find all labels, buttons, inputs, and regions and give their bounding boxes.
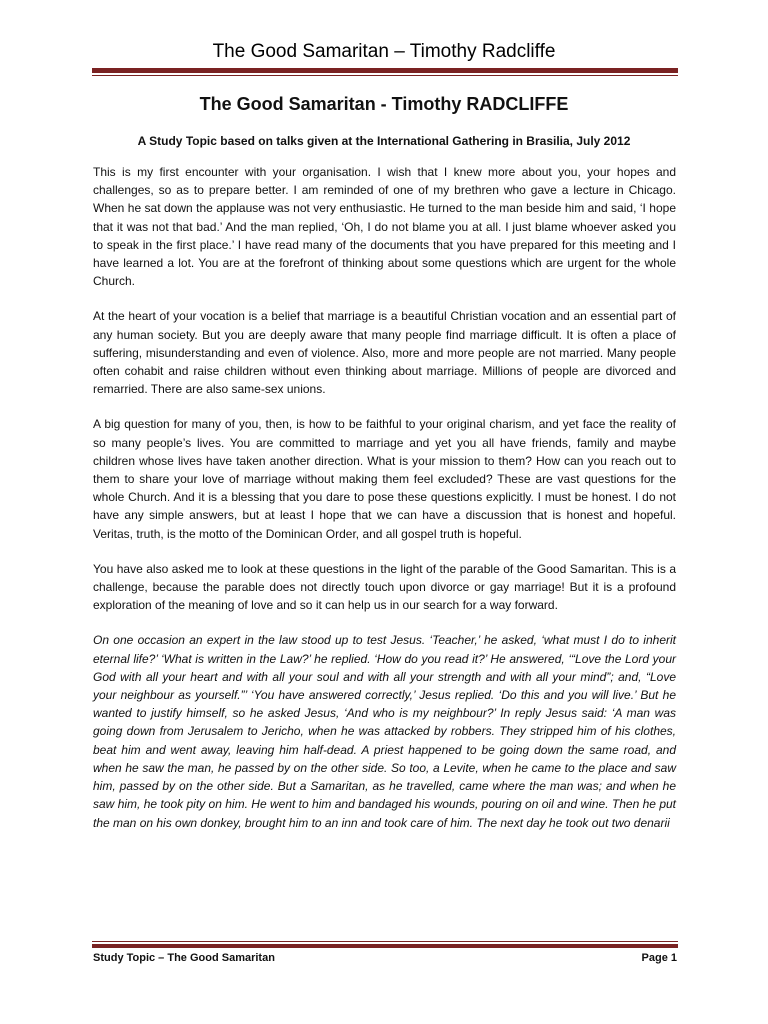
- paragraph-3: A big question for many of you, then, is how to be faithful to your original charism, and yet face the reality of so many people’s lives. You are committed to marriage and yet you all have friends, family and maybe children whose lives have taken another direction. What is your mission to them? How can you reach out to them to share your love of marriage without making them feel excluded? These are vast questions for the whole Church. And it is a blessing that you dare to pose these questions explicitly. I must be honest. I do not have any simple answers, but at least I hope that we can have a discussion that is honest and hopeful. Veritas, truth, is the motto of the Dominican Order, and all gospel truth is hopeful.: [93, 417, 676, 541]
- paragraph-2: At the heart of your vocation is a belief that marriage is a beautiful Christian vocation and an essential part of any human society. But you are deeply aware that many people find marriage difficult. It is often a place of suffering, misunderstanding and even of violence. Also, more and more people are not married. Many people often cohabit and raise children without even thinking about marriage. Millions of people are divorced and remarried. There are also same-sex unions.: [93, 309, 676, 397]
- footer-left: Study Topic – The Good Samaritan: [93, 952, 275, 964]
- paragraph-1: This is my first encounter with your organisation. I wish that I knew more about you, your hopes and challenges, so as to prepare better. I am reminded of one of my brethren who gave a lecture in Chicago. When he sat down the applause was not very enthusiastic. He turned to the man beside him and said, ‘I hope that it was not that bad.’ And the man replied, ‘Oh, I do not blame you at all. I just blame whoever asked you to speak in the first place.’ I have read many of the documents that you have prepared for this meeting and I have learned a lot. You are at the forefront of thinking about some questions which are urgent for the whole Church.: [93, 165, 676, 289]
- document-title: The Good Samaritan - Timothy RADCLIFFE: [199, 94, 569, 114]
- footer-rule: [92, 944, 678, 948]
- footer-rule-thin: [92, 941, 678, 942]
- scripture-passage: On one occasion an expert in the law stood up to test Jesus. ‘Teacher,’ he asked, ‘what must I do to inherit eternal life?’ ‘What is written in the Law?’ he replied. ‘How do you read it?’ He answered, ‘“Love the Lord your God with all your heart and with all your soul and with all your strength and with all your mind”; and, “Love your neighbour as yourself.”’ ‘You have answered correctly,’ Jesus replied. ‘Do this and you will live.’ But he wanted to justify himself, so he asked Jesus, ‘And who is my neighbour?’ In reply Jesus said: ‘A man was going down from Jerusalem to Jericho, when he was attacked by robbers. They stripped him of his clothes, beat him and went away, leaving him half-dead. A priest happened to be going down the same road, and when he saw the man, he passed by on the other side. So too, a Levite, when he came to the place and saw him, passed by on the other side. But a Samaritan, as he travelled, came where the man was; and when he saw him, he took pity on him. He went to him and bandaged his wounds, pouring on oil and wine. Then he put the man on his own donkey, brought him to an inn and took care of him. The next day he took out two denarii: [93, 633, 676, 830]
- document-subtitle: A Study Topic based on talks given at the International Gathering in Brasilia, July 2012: [137, 134, 631, 148]
- page-number: Page 1: [641, 952, 677, 964]
- header-rule-thin: [92, 75, 678, 76]
- running-header: The Good Samaritan – Timothy Radcliffe: [212, 41, 556, 62]
- header-rule: [92, 68, 678, 73]
- document-body: [93, 163, 676, 849]
- paragraph-4: You have also asked me to look at these questions in the light of the parable of the Good Samaritan. This is a challenge, because the parable does not directly touch upon divorce or gay marriage! But it is a profound exploration of the meaning of love and so it can help us in our search for a way forward.: [93, 561, 676, 613]
